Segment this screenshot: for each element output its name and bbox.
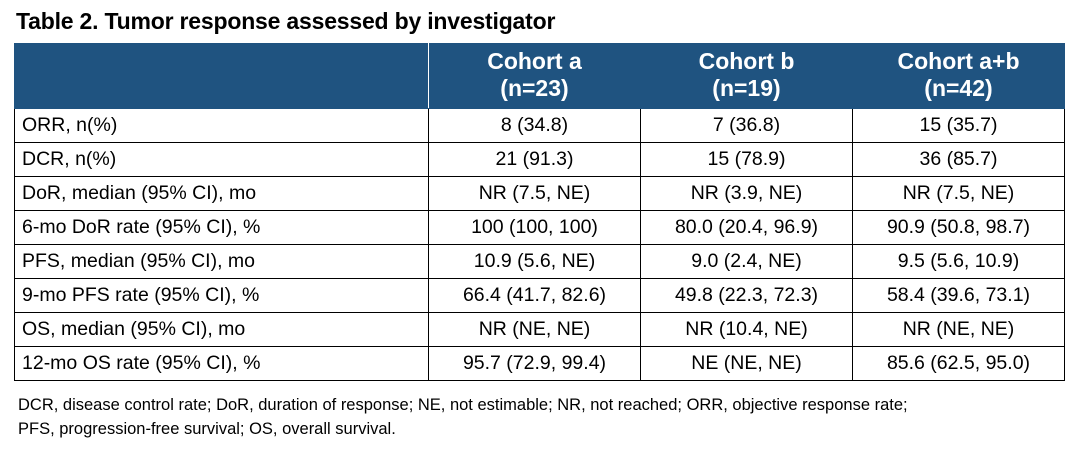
cell-cohort-ab: NR (7.5, NE) bbox=[853, 177, 1065, 211]
table-row bbox=[15, 245, 1065, 279]
cell-cohort-a: 10.9 (5.6, NE) bbox=[429, 245, 641, 279]
cell-cohort-ab: 15 (35.7) bbox=[853, 109, 1065, 143]
table-row bbox=[15, 177, 1065, 211]
column-header-cohort-ab-name: Cohort a+b bbox=[897, 48, 1020, 74]
row-label: DoR, median (95% CI), mo bbox=[15, 177, 429, 211]
column-header-cohort-b-name: Cohort b bbox=[698, 48, 795, 74]
footnote-line-1: DCR, disease control rate; DoR, duration of response; NE, not estimable; NR, not reached; ORR, objective response rate; bbox=[18, 396, 908, 415]
row-label: ORR, n(%) bbox=[15, 109, 429, 143]
cell-cohort-a: NR (NE, NE) bbox=[429, 313, 641, 347]
row-label: OS, median (95% CI), mo bbox=[15, 313, 429, 347]
cell-cohort-b: 9.0 (2.4, NE) bbox=[641, 245, 853, 279]
cell-cohort-a: 95.7 (72.9, 99.4) bbox=[429, 347, 641, 381]
column-header-cohort-ab bbox=[853, 44, 1065, 109]
cell-cohort-b: 7 (36.8) bbox=[641, 109, 853, 143]
table-row bbox=[15, 347, 1065, 381]
page-title: Table 2. Tumor response assessed by investigator bbox=[16, 8, 556, 34]
cell-cohort-b: NR (3.9, NE) bbox=[641, 177, 853, 211]
cell-cohort-ab: 85.6 (62.5, 95.0) bbox=[853, 347, 1065, 381]
table-body bbox=[15, 109, 1065, 381]
cell-cohort-b: 80.0 (20.4, 96.9) bbox=[641, 211, 853, 245]
table-row bbox=[15, 143, 1065, 177]
table-row bbox=[15, 109, 1065, 143]
cell-cohort-b: 49.8 (22.3, 72.3) bbox=[641, 279, 853, 313]
cell-cohort-a: 66.4 (41.7, 82.6) bbox=[429, 279, 641, 313]
cell-cohort-ab: 58.4 (39.6, 73.1) bbox=[853, 279, 1065, 313]
tumor-response-table bbox=[14, 43, 1065, 381]
column-header-cohort-a-n: (n=23) bbox=[500, 75, 569, 102]
cell-cohort-a: 21 (91.3) bbox=[429, 143, 641, 177]
table-row bbox=[15, 211, 1065, 245]
cell-cohort-a: NR (7.5, NE) bbox=[429, 177, 641, 211]
column-header-cohort-b bbox=[641, 44, 853, 109]
table-header bbox=[15, 44, 1065, 109]
column-header-cohort-b-n: (n=19) bbox=[712, 75, 781, 102]
cell-cohort-ab: 90.9 (50.8, 98.7) bbox=[853, 211, 1065, 245]
cell-cohort-ab: 36 (85.7) bbox=[853, 143, 1065, 177]
column-header-cohort-ab-n: (n=42) bbox=[924, 75, 993, 102]
row-label: 6-mo DoR rate (95% CI), % bbox=[15, 211, 429, 245]
cell-cohort-b: 15 (78.9) bbox=[641, 143, 853, 177]
cell-cohort-ab: 9.5 (5.6, 10.9) bbox=[853, 245, 1065, 279]
table-row bbox=[15, 313, 1065, 347]
table-header-row bbox=[15, 44, 1065, 109]
row-label: PFS, median (95% CI), mo bbox=[15, 245, 429, 279]
cell-cohort-b: NE (NE, NE) bbox=[641, 347, 853, 381]
cell-cohort-b: NR (10.4, NE) bbox=[641, 313, 853, 347]
cell-cohort-a: 8 (34.8) bbox=[429, 109, 641, 143]
cell-cohort-ab: NR (NE, NE) bbox=[853, 313, 1065, 347]
cell-cohort-a: 100 (100, 100) bbox=[429, 211, 641, 245]
table-corner-cell bbox=[15, 44, 429, 109]
footnote-line-2: PFS, progression-free survival; OS, overall survival. bbox=[18, 420, 396, 439]
row-label: 12-mo OS rate (95% CI), % bbox=[15, 347, 429, 381]
column-header-cohort-a bbox=[429, 44, 641, 109]
column-header-cohort-a-name: Cohort a bbox=[487, 48, 582, 74]
table-row bbox=[15, 279, 1065, 313]
row-label: DCR, n(%) bbox=[15, 143, 429, 177]
row-label: 9-mo PFS rate (95% CI), % bbox=[15, 279, 429, 313]
table-footnotes bbox=[18, 394, 1066, 442]
